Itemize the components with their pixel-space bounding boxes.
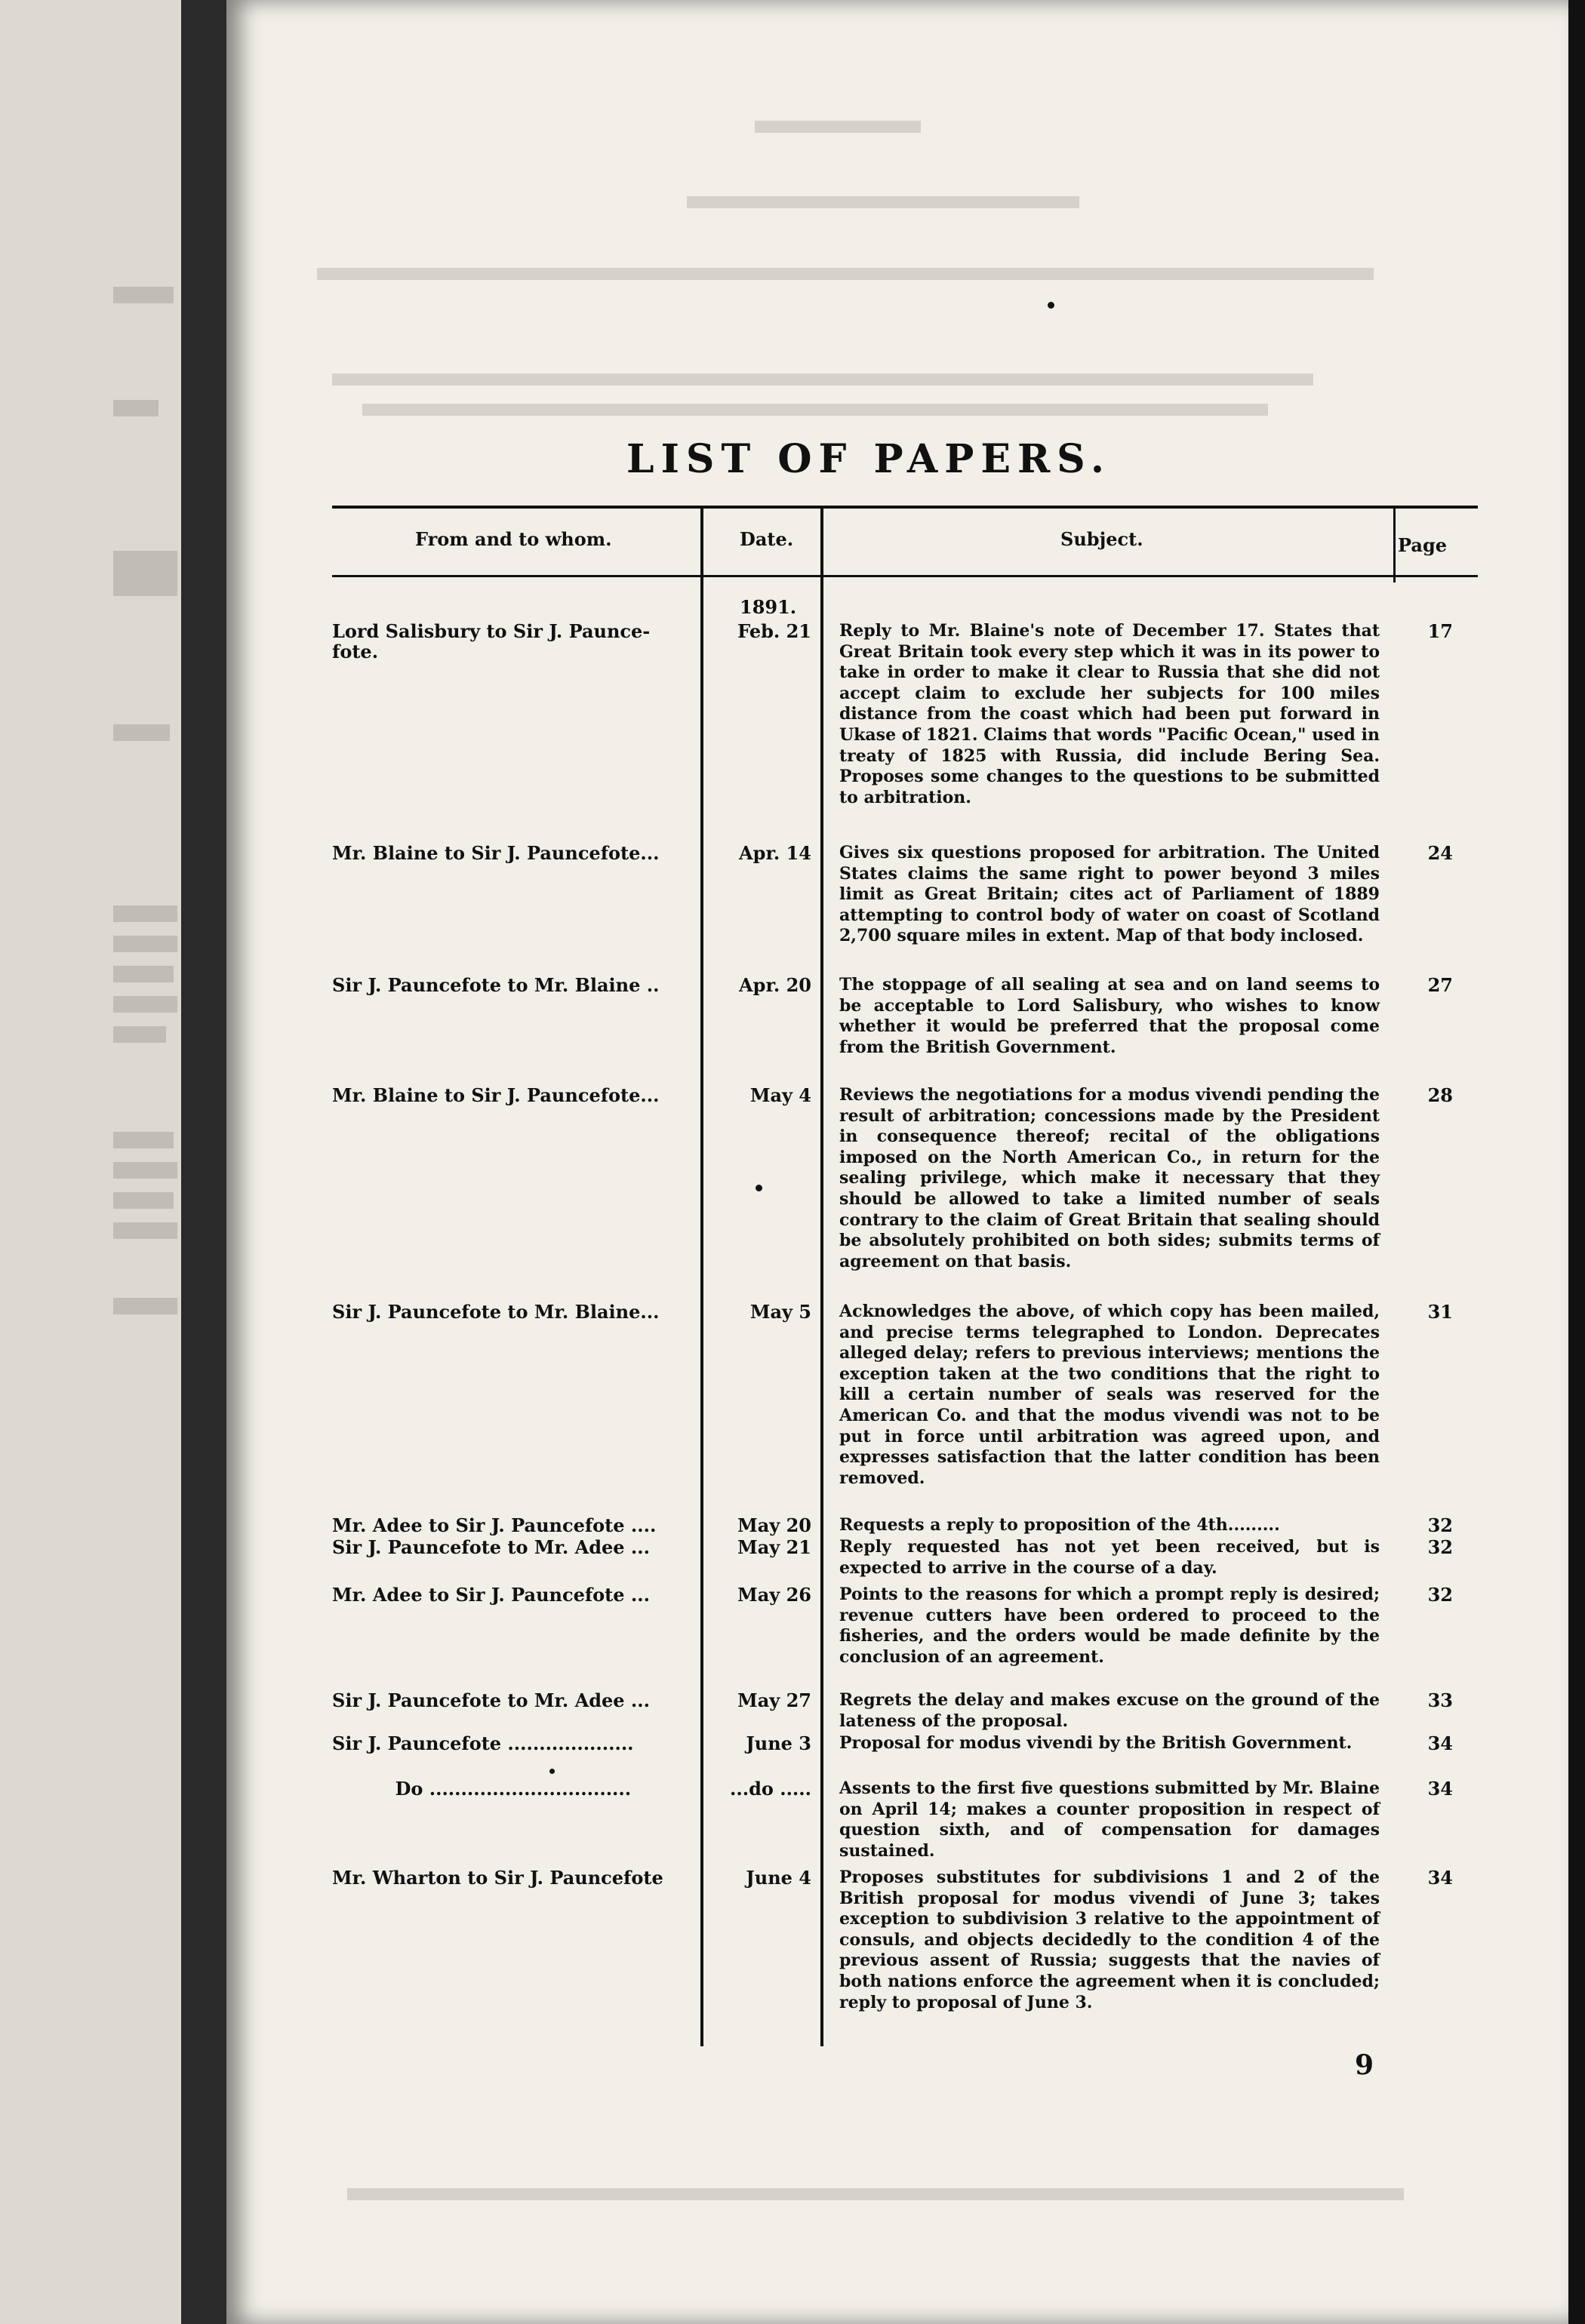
row-date: Apr. 14 [739,842,811,864]
bleed-through-line [113,400,158,417]
bleed-through-line [113,1132,174,1148]
row-date: Apr. 20 [739,974,811,996]
bleed-through-line [113,724,170,741]
header-subject: Subject. [1060,528,1143,550]
row-from-to: Mr. Blaine to Sir J. Pauncefote... [332,842,660,864]
bleed-through-line [113,287,174,303]
row-page: 34 [1427,1778,1453,1800]
row-subject: Points to the reasons for which a prompt reply is desired; revenue cutters have been ordered to proceed to the fisheries, and the orders would be made definite by the conclusion of an agreement. [839,1585,1380,1667]
row-subject: The stoppage of all sealing at sea and on land seems to be acceptable to Lord Salisbury, who wishes to know whether it would be preferred that the proposal come from the British Government. [839,975,1380,1057]
row-page: 17 [1427,620,1453,642]
bleed-through-line [113,966,174,982]
row-subject: Reviews the negotiations for a modus vivendi pending the result of arbitration; concessions made by the President in consequence thereof; recital of the obligations imposed on the North American Co., in return for the sealing privilege, which make it necessary that they should be allowed to take a limited number of seals contrary to the claim of Great Britain that sealing should be absolutely prohibited on both sides; submits terms of agreement on that basis. [839,1085,1380,1271]
header-from-to: From and to whom. [415,528,612,550]
row-subject: Gives six questions proposed for arbitration. The United States claims the same right to power beyond 3 miles limit as Great Britain; cites act of Parliament of 1889 attempting to control body of water on coast of Scotland 2,700 square miles in extent. Map of that body inclosed. [839,843,1380,946]
row-subject: Reply requested has not yet been received, but is expected to arrive in the course of a day. [839,1537,1380,1578]
bleed-through-text [362,404,1268,416]
bleed-through-line [113,936,177,952]
row-from-to: Mr. Blaine to Sir J. Pauncefote... [332,1084,660,1106]
bleed-through-line [113,1192,174,1209]
year-label: 1891. [740,596,797,618]
row-from-to: Lord Salisbury to Sir J. Paunce- fote. [332,620,651,662]
column-divider [820,507,823,2046]
header-rule [332,575,1478,577]
row-date: May 20 [737,1514,811,1536]
ink-speck [756,1185,762,1191]
facing-page [0,0,181,2324]
row-page: 27 [1427,974,1453,996]
row-from-to: Sir J. Pauncefote to Mr. Blaine... [332,1301,660,1323]
bleed-through-line [113,1162,177,1179]
row-from-to: Sir J. Pauncefote to Mr. Adee ... [332,1689,650,1711]
row-subject: Proposal for modus vivendi by the British Government. [839,1733,1353,1753]
row-date: May 5 [749,1301,811,1323]
header-date: Date. [740,528,794,550]
row-page: 24 [1427,842,1453,864]
row-subject: Proposes substitutes for subdivisions 1 and 2 of the British proposal for modus vivendi of June 3; takes exception to subdivision 3 relative to the appointment of consuls, and objects decidedly to the condition 4 of the previous assent of Russia; suggests that the navies of both nations enforce the agreement when it is concluded; reply to proposal of June 3. [839,1868,1380,2012]
page-gutter [181,0,228,2324]
row-date: May 26 [737,1584,811,1606]
row-subject: Reply to Mr. Blaine's note of December 17. States that Great Britain took every step which it was in its power to take in order to make it clear to Russia that she did not accept claim to exclude her subjects for 100 miles distance from the coast which had been put forward in Ukase of 1821. Claims that words "Pacific Ocean," used in treaty of 1825 with Russia, did include Bering Sea. Proposes some changes to the questions to be submitted to arbitration. [839,621,1380,807]
bleed-through-line [113,551,177,596]
row-from-to: Mr. Wharton to Sir J. Pauncefote [332,1867,663,1889]
row-page: 34 [1427,1732,1453,1754]
row-date: ...do ..... [730,1778,811,1800]
bleed-through-text [347,2188,1404,2200]
ink-speck [1048,302,1054,309]
column-divider [700,507,703,2046]
column-divider [1393,507,1396,583]
row-from-to: Mr. Adee to Sir J. Pauncefote ... [332,1584,650,1606]
row-subject: Requests a reply to proposition of the 4th......... [839,1515,1280,1535]
bleed-through-line [113,1026,166,1043]
row-page: 33 [1427,1689,1453,1711]
row-page: 28 [1427,1084,1453,1106]
row-subject: Acknowledges the above, of which copy has been mailed, and precise terms telegraphed to London. Deprecates alleged delay; refers to previous interviews; mentions the exception taken at the two conditions that the right to kill a certain number of seals was reserved for the American Co. and that the modus vivendi was not to be put in force until arbitration was agreed upon, and expresses satisfaction that the latter condition has been removed. [839,1302,1380,1488]
row-date: Feb. 21 [737,620,811,642]
bleed-through-text [755,121,921,133]
bleed-through-text [687,196,1079,208]
row-page: 34 [1427,1867,1453,1889]
page-number: 9 [1355,2049,1374,2081]
row-date: May 21 [737,1536,811,1558]
row-page: 32 [1427,1584,1453,1606]
row-page: 32 [1427,1536,1453,1558]
bleed-through-line [113,905,177,922]
row-from-to: Do ................................ [332,1778,632,1800]
row-date: June 4 [746,1867,811,1889]
row-from-to: Sir J. Pauncefote to Mr. Blaine .. [332,974,660,996]
row-subject: Regrets the delay and makes excuse on the ground of the lateness of the proposal. [839,1690,1380,1731]
page-edge [1568,0,1585,2324]
row-from-to: Mr. Adee to Sir J. Pauncefote .... [332,1514,657,1536]
row-date: May 4 [749,1084,811,1106]
row-date: May 27 [737,1689,811,1711]
row-from-to: Sir J. Pauncefote .................... [332,1732,634,1754]
bleed-through-text [317,268,1374,280]
row-date: June 3 [746,1732,811,1754]
page-title: LIST OF PAPERS. [626,436,1111,482]
bleed-through-line [113,996,177,1013]
bleed-through-line [113,1298,177,1314]
row-from-to: Sir J. Pauncefote to Mr. Adee ... [332,1536,650,1558]
header-page: Page [1398,534,1448,556]
ink-speck [549,1769,555,1774]
row-subject: Assents to the first five questions submitted by Mr. Blaine on April 14; makes a counter proposition in respect of question sixth, and of compensation for damages sustained. [839,1778,1380,1861]
bleed-through-text [332,374,1313,386]
top-rule [332,506,1478,509]
bleed-through-line [113,1222,177,1239]
row-page: 32 [1427,1514,1453,1536]
row-page: 31 [1427,1301,1453,1323]
